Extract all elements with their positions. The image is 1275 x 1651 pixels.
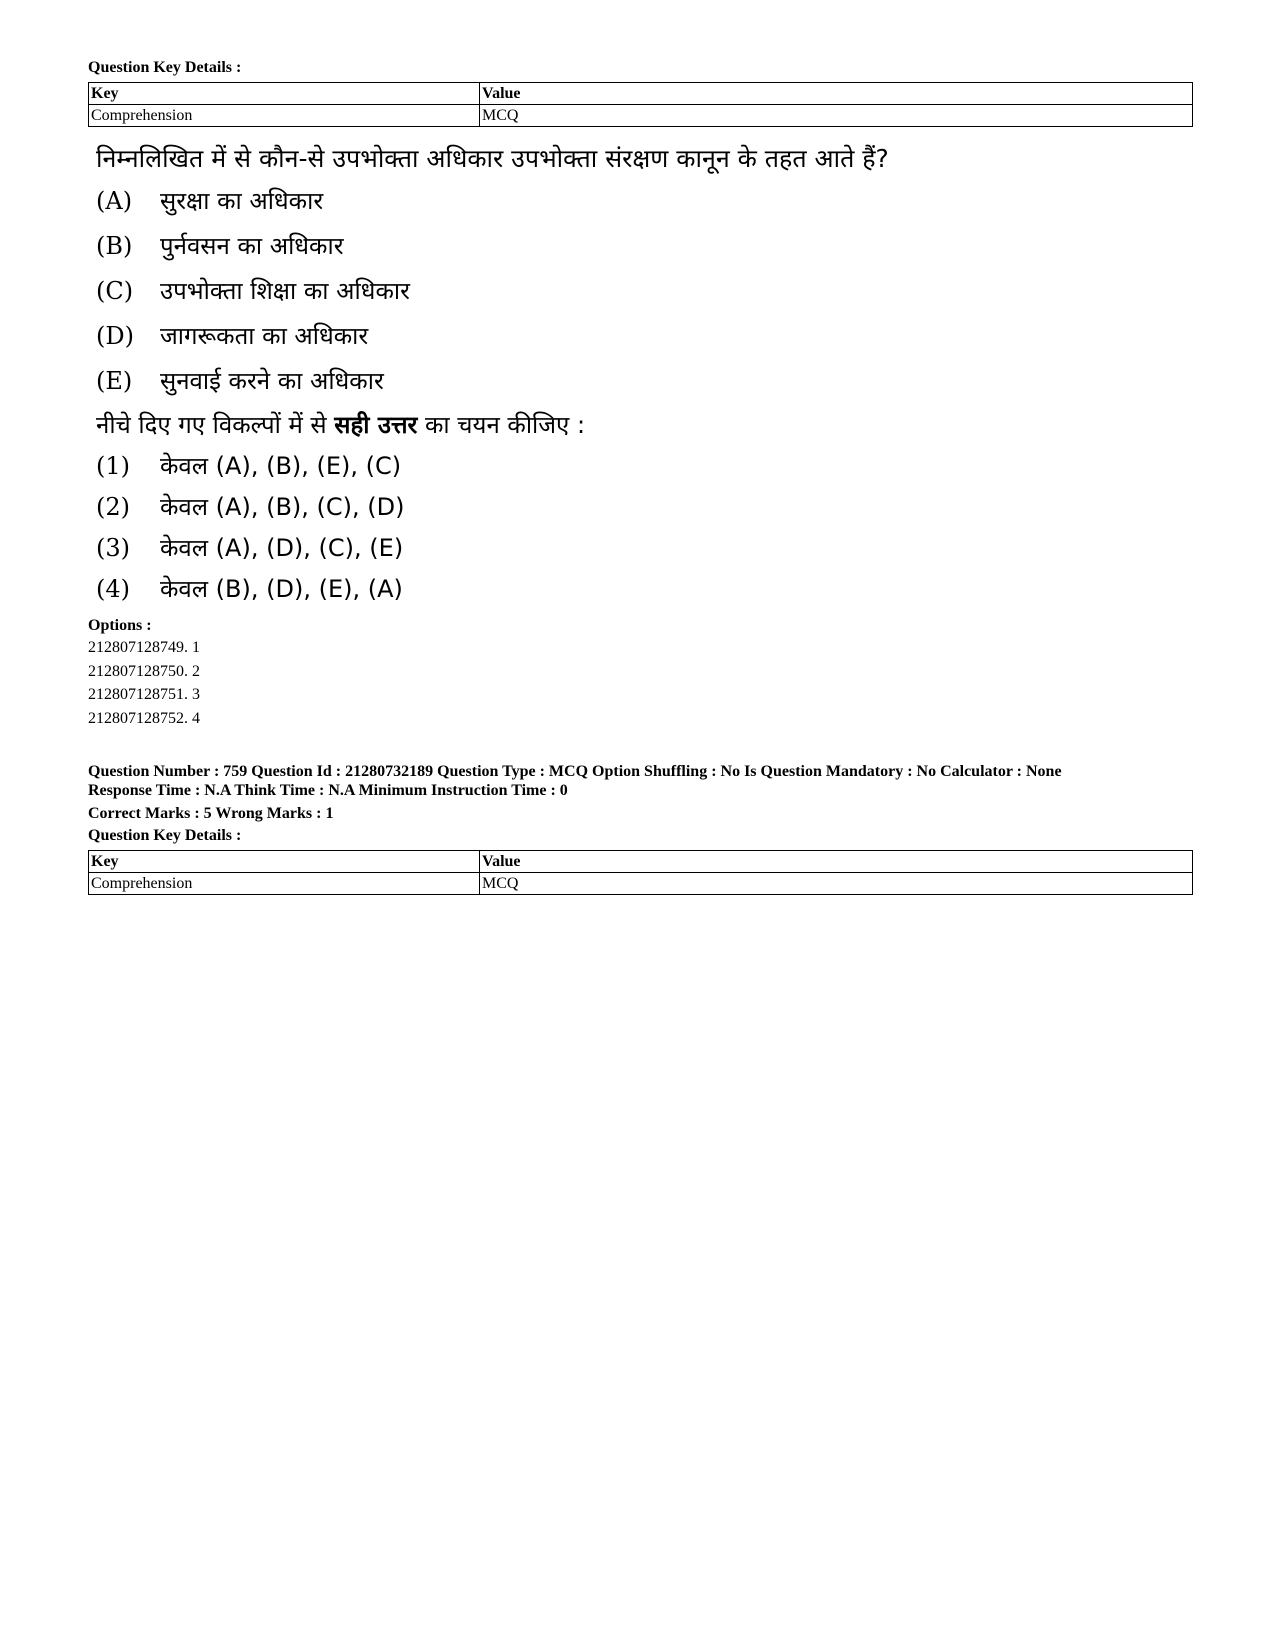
choice-number: (1) [96, 452, 130, 480]
choice-text: केवल (A), (B), (C), (D) [160, 493, 405, 521]
table-cell-key: Comprehension [89, 105, 480, 127]
question-text: निम्नलिखित में से कौन-से उपभोक्ता अधिकार उपभोक्ता संरक्षण कानून के तहत आते हैं? [96, 144, 889, 173]
statement-item [96, 269, 1193, 314]
statement-item [96, 179, 1193, 224]
instruction-post: का चयन कीजिए : [417, 411, 586, 439]
question-meta-line1: Question Number : 759 Question Id : 21280732189 Question Type : MCQ Option Shuffling : No Is Question Mandatory : No Calculator : None [88, 763, 1062, 780]
choice-number: (4) [96, 575, 130, 603]
statement-text: जागरूकता का अधिकार [160, 322, 369, 350]
option-line: 212807128752. 4 [88, 709, 200, 727]
choice-text: केवल (A), (D), (C), (E) [160, 534, 404, 562]
choice-text: केवल (A), (B), (E), (C) [160, 452, 402, 480]
table-cell-key: Comprehension [89, 873, 480, 895]
options-label: Options : [88, 617, 152, 634]
table-row [89, 105, 1193, 127]
table-cell-value: MCQ [480, 873, 1193, 895]
statement-tag: (A) [96, 187, 133, 215]
table-header-row [89, 851, 1193, 873]
question-block [88, 139, 1193, 610]
table-header-row [89, 83, 1193, 105]
question-meta-line2: Response Time : N.A Think Time : N.A Minimum Instruction Time : 0 [88, 782, 568, 799]
table-header-key: Key [89, 851, 480, 873]
choice-number: (3) [96, 534, 130, 562]
key-details-table [88, 82, 1193, 127]
choice-item [96, 446, 1193, 487]
key-details-label: Question Key Details : [88, 59, 242, 76]
choice-item [96, 528, 1193, 569]
key-details-table-2 [88, 850, 1193, 895]
option-line: 212807128749. 1 [88, 639, 200, 656]
statement-text: पुर्नवसन का अधिकार [160, 232, 344, 260]
table-header-value: Value [480, 83, 1193, 105]
table-cell-value: MCQ [480, 105, 1193, 127]
table-header-value: Value [480, 851, 1193, 873]
document-page [88, 58, 1193, 895]
choice-text: केवल (B), (D), (E), (A) [160, 575, 403, 603]
statement-tag: (C) [96, 277, 134, 305]
option-line: 212807128750. 2 [88, 662, 200, 680]
statement-text: सुनवाई करने का अधिकार [160, 367, 384, 395]
choice-item [96, 487, 1193, 528]
statement-tag: (D) [96, 322, 134, 350]
statement-item [96, 224, 1193, 269]
table-header-key: Key [89, 83, 480, 105]
table-row [89, 873, 1193, 895]
statement-tag: (E) [96, 367, 133, 395]
statement-text: उपभोक्ता शिक्षा का अधिकार [160, 277, 410, 305]
marks-line: Correct Marks : 5 Wrong Marks : 1 [88, 805, 334, 822]
key-details-label-2: Question Key Details : [88, 827, 242, 844]
instruction-text [96, 404, 1193, 446]
question-meta [88, 762, 1193, 800]
choice-number: (2) [96, 493, 130, 521]
instruction-bold: सही उत्तर [334, 411, 418, 439]
statement-item [96, 314, 1193, 359]
statement-item [96, 359, 1193, 404]
choice-item [96, 569, 1193, 610]
statement-tag: (B) [96, 232, 133, 260]
instruction-pre: नीचे दिए गए विकल्पों में से [96, 411, 335, 439]
statement-text: सुरक्षा का अधिकार [160, 187, 324, 215]
option-line: 212807128751. 3 [88, 686, 200, 703]
